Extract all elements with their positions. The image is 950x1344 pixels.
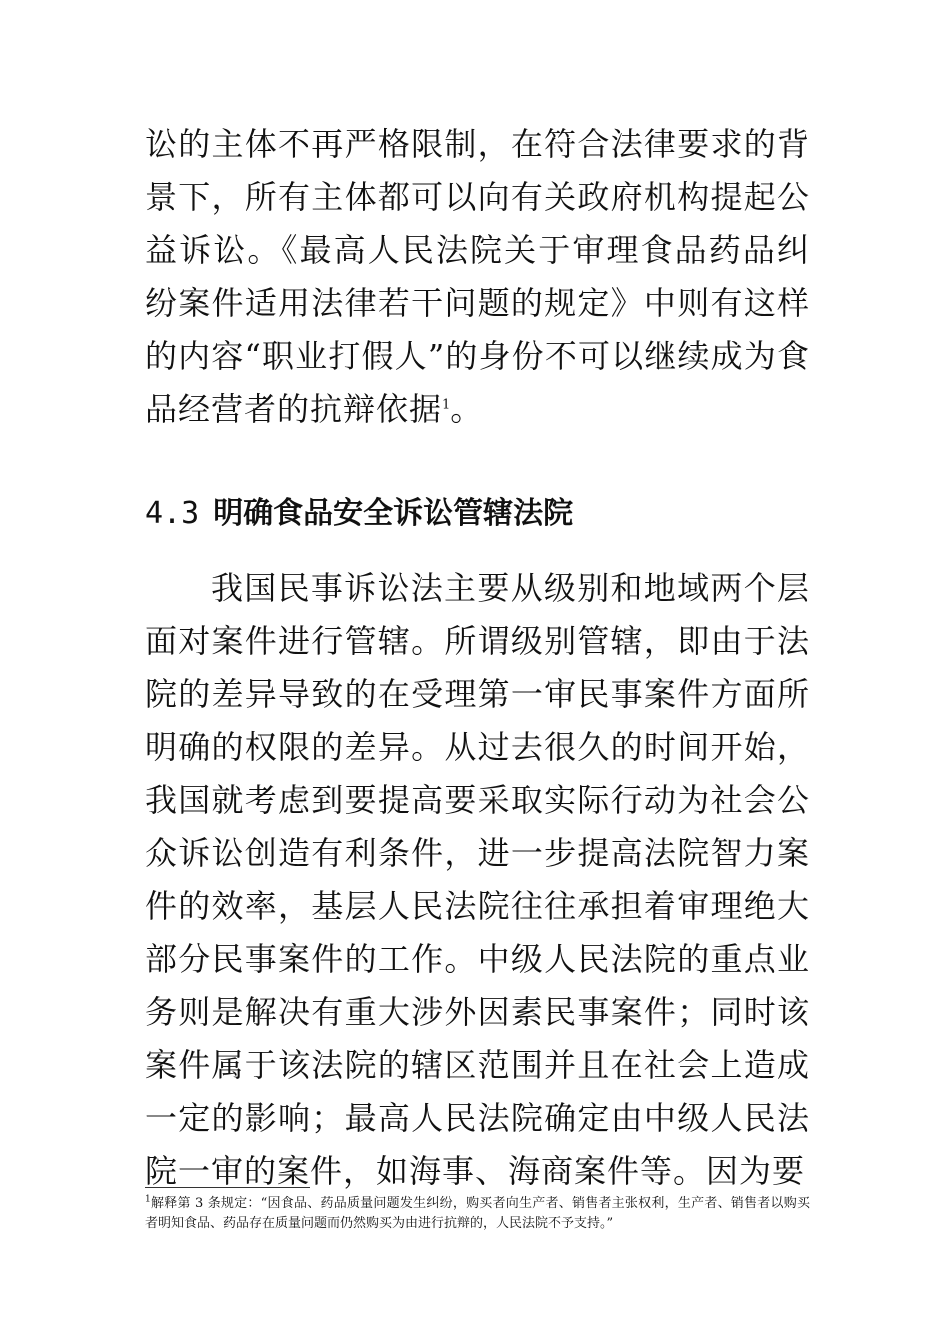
section-title: 明确食品安全诉讼管辖法院 [213, 496, 574, 531]
section-number: 4.3 [145, 496, 200, 531]
section-heading [145, 488, 810, 540]
footnote [145, 1194, 810, 1234]
footnote-reference[interactable]: 1 [442, 397, 451, 413]
paragraph-1-text: 讼的主体不再严格限制，在符合法律要求的背景下，所有主体都可以向有关政府机构提起公益诉讼。《最高人民法院关于审理食品药品纠纷案件适用法律若干问题的规定》中则有这样的内容“职业打假人”的身份不可以继续成为食品经营者的抗辩依据 [145, 125, 810, 428]
body-paragraph-1 [145, 118, 810, 436]
body-paragraph-2: 我国民事诉讼法主要从级别和地域两个层面对案件进行管辖。所谓级别管辖，即由于法院的差异导致的在受理第一审民事案件方面所明确的权限的差异。从过去很久的时间开始，我国就考虑到要提高要采取实际行动为社会公众诉讼创造有利条件，进一步提高法院智力案件的效率，基层人民法院往往承担着审理绝大部分民事案件的工作。中级人民法院的重点业务则是解决有重大涉外因素民事案件；同时该案件属于该法院的辖区范围并且在社会上造成一定的影响；最高人民法院确定由中级人民法院一审的案件，如海事、海商案件等。因为要 [145, 569, 810, 1190]
footnote-divider [145, 1187, 310, 1188]
footnote-marker: 1 [145, 1194, 151, 1205]
paragraph-1-end: 。 [450, 390, 484, 428]
footnote-text: 解释第 3 条规定：“因食品、药品质量问题发生纠纷，购买者向生产者、销售者主张权利，生产者、销售者以购买者明知食品、药品存在质量问题而仍然购买为由进行抗辩的，人民法院不予支持。” [145, 1196, 810, 1231]
